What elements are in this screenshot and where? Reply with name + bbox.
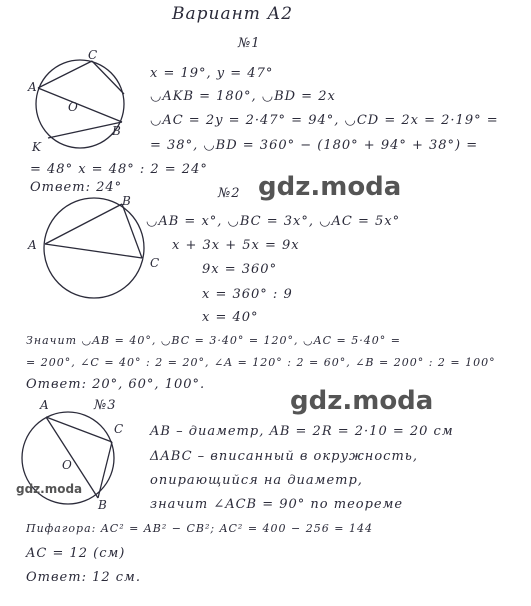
task1-circle-diagram — [30, 58, 150, 158]
task3-label-a: A — [40, 398, 49, 412]
task3-line-2: ΔABC – вписанный в окружность, — [150, 449, 418, 464]
task3-label-o: O — [62, 458, 72, 472]
task1-number: №1 — [238, 36, 261, 51]
task3-line-1: AB – диаметр, AB = 2R = 2·10 = 20 см — [150, 424, 454, 439]
task1-label-a: A — [28, 80, 37, 94]
task1-line-2: ◡AKB = 180°, ◡BD = 2x — [150, 89, 336, 104]
task3-line-6: AC = 12 (см) — [26, 546, 126, 561]
task2-line-7: = 200°, ∠C = 40° : 2 = 20°, ∠A = 120° : 2 = 60°, ∠B = 200° : 2 = 100° — [26, 356, 496, 369]
task1-label-b: B — [112, 124, 121, 138]
task2-chord-bc — [122, 204, 142, 258]
task2-line-3: 9x = 360° — [202, 262, 278, 277]
task2-line-5: x = 40° — [202, 310, 259, 325]
task3-label-c: C — [114, 422, 124, 436]
task2-chord-ab — [45, 204, 122, 244]
watermark-gdz-moda: gdz.moda — [258, 172, 402, 202]
task1-label-o: O — [68, 100, 78, 114]
task2-line-6: Значит ◡AB = 40°, ◡BC = 3·40° = 120°, ◡AC = 5·40° = — [26, 334, 401, 347]
task2-circle — [44, 198, 144, 298]
task1-diameter-ab — [38, 88, 122, 122]
task1-answer: Ответ: 24° — [30, 180, 123, 195]
task2-label-c: C — [150, 256, 160, 270]
task3-chord-cb — [98, 442, 112, 498]
task1-label-c: C — [88, 48, 98, 62]
task3-number: №3 — [94, 398, 117, 413]
task1-chord-ac — [38, 61, 92, 88]
task2-line-4: x = 360° : 9 — [202, 287, 293, 302]
page-title: Вариант А2 — [172, 4, 294, 24]
task2-answer: Ответ: 20°, 60°, 100°. — [26, 377, 206, 392]
task2-line-1: ◡AB = x°, ◡BC = 3x°, ◡AC = 5x° — [146, 214, 401, 229]
task3-line-3: опирающийся на диаметр, — [150, 473, 363, 488]
watermark-gdz-moda: gdz.moda — [290, 386, 434, 416]
task2-label-b: B — [122, 194, 131, 208]
task1-line-1: x = 19°, y = 47° — [150, 66, 274, 81]
task2-number: №2 — [218, 186, 241, 201]
task3-chord-ac — [46, 417, 112, 442]
task3-label-b: B — [98, 498, 107, 512]
task2-label-a: A — [28, 238, 37, 252]
task2-chord-ac — [45, 244, 142, 258]
task1-line-4: = 38°, ◡BD = 360° − (180° + 94° + 38°) = — [150, 138, 479, 153]
task3-line-4: значит ∠ACB = 90° по теореме — [150, 497, 404, 512]
task1-line-3: ◡AC = 2y = 2·47° = 94°, ◡CD = 2x = 2·19° = — [150, 113, 499, 128]
task2-circle-diagram — [42, 196, 162, 306]
task2-line-2: x + 3x + 5x = 9x — [172, 238, 300, 253]
task1-line-5: = 48° x = 48° : 2 = 24° — [30, 162, 208, 177]
task1-label-k: K — [32, 140, 41, 154]
task1-circle — [36, 60, 124, 148]
task1-chord-cd — [92, 61, 124, 94]
task3-line-5: Пифагора: AC² = AB² − CB²; AC² = 400 − 256 = 144 — [26, 522, 373, 535]
watermark-gdz-moda: gdz.moda — [16, 482, 83, 496]
task3-answer: Ответ: 12 см. — [26, 570, 141, 585]
